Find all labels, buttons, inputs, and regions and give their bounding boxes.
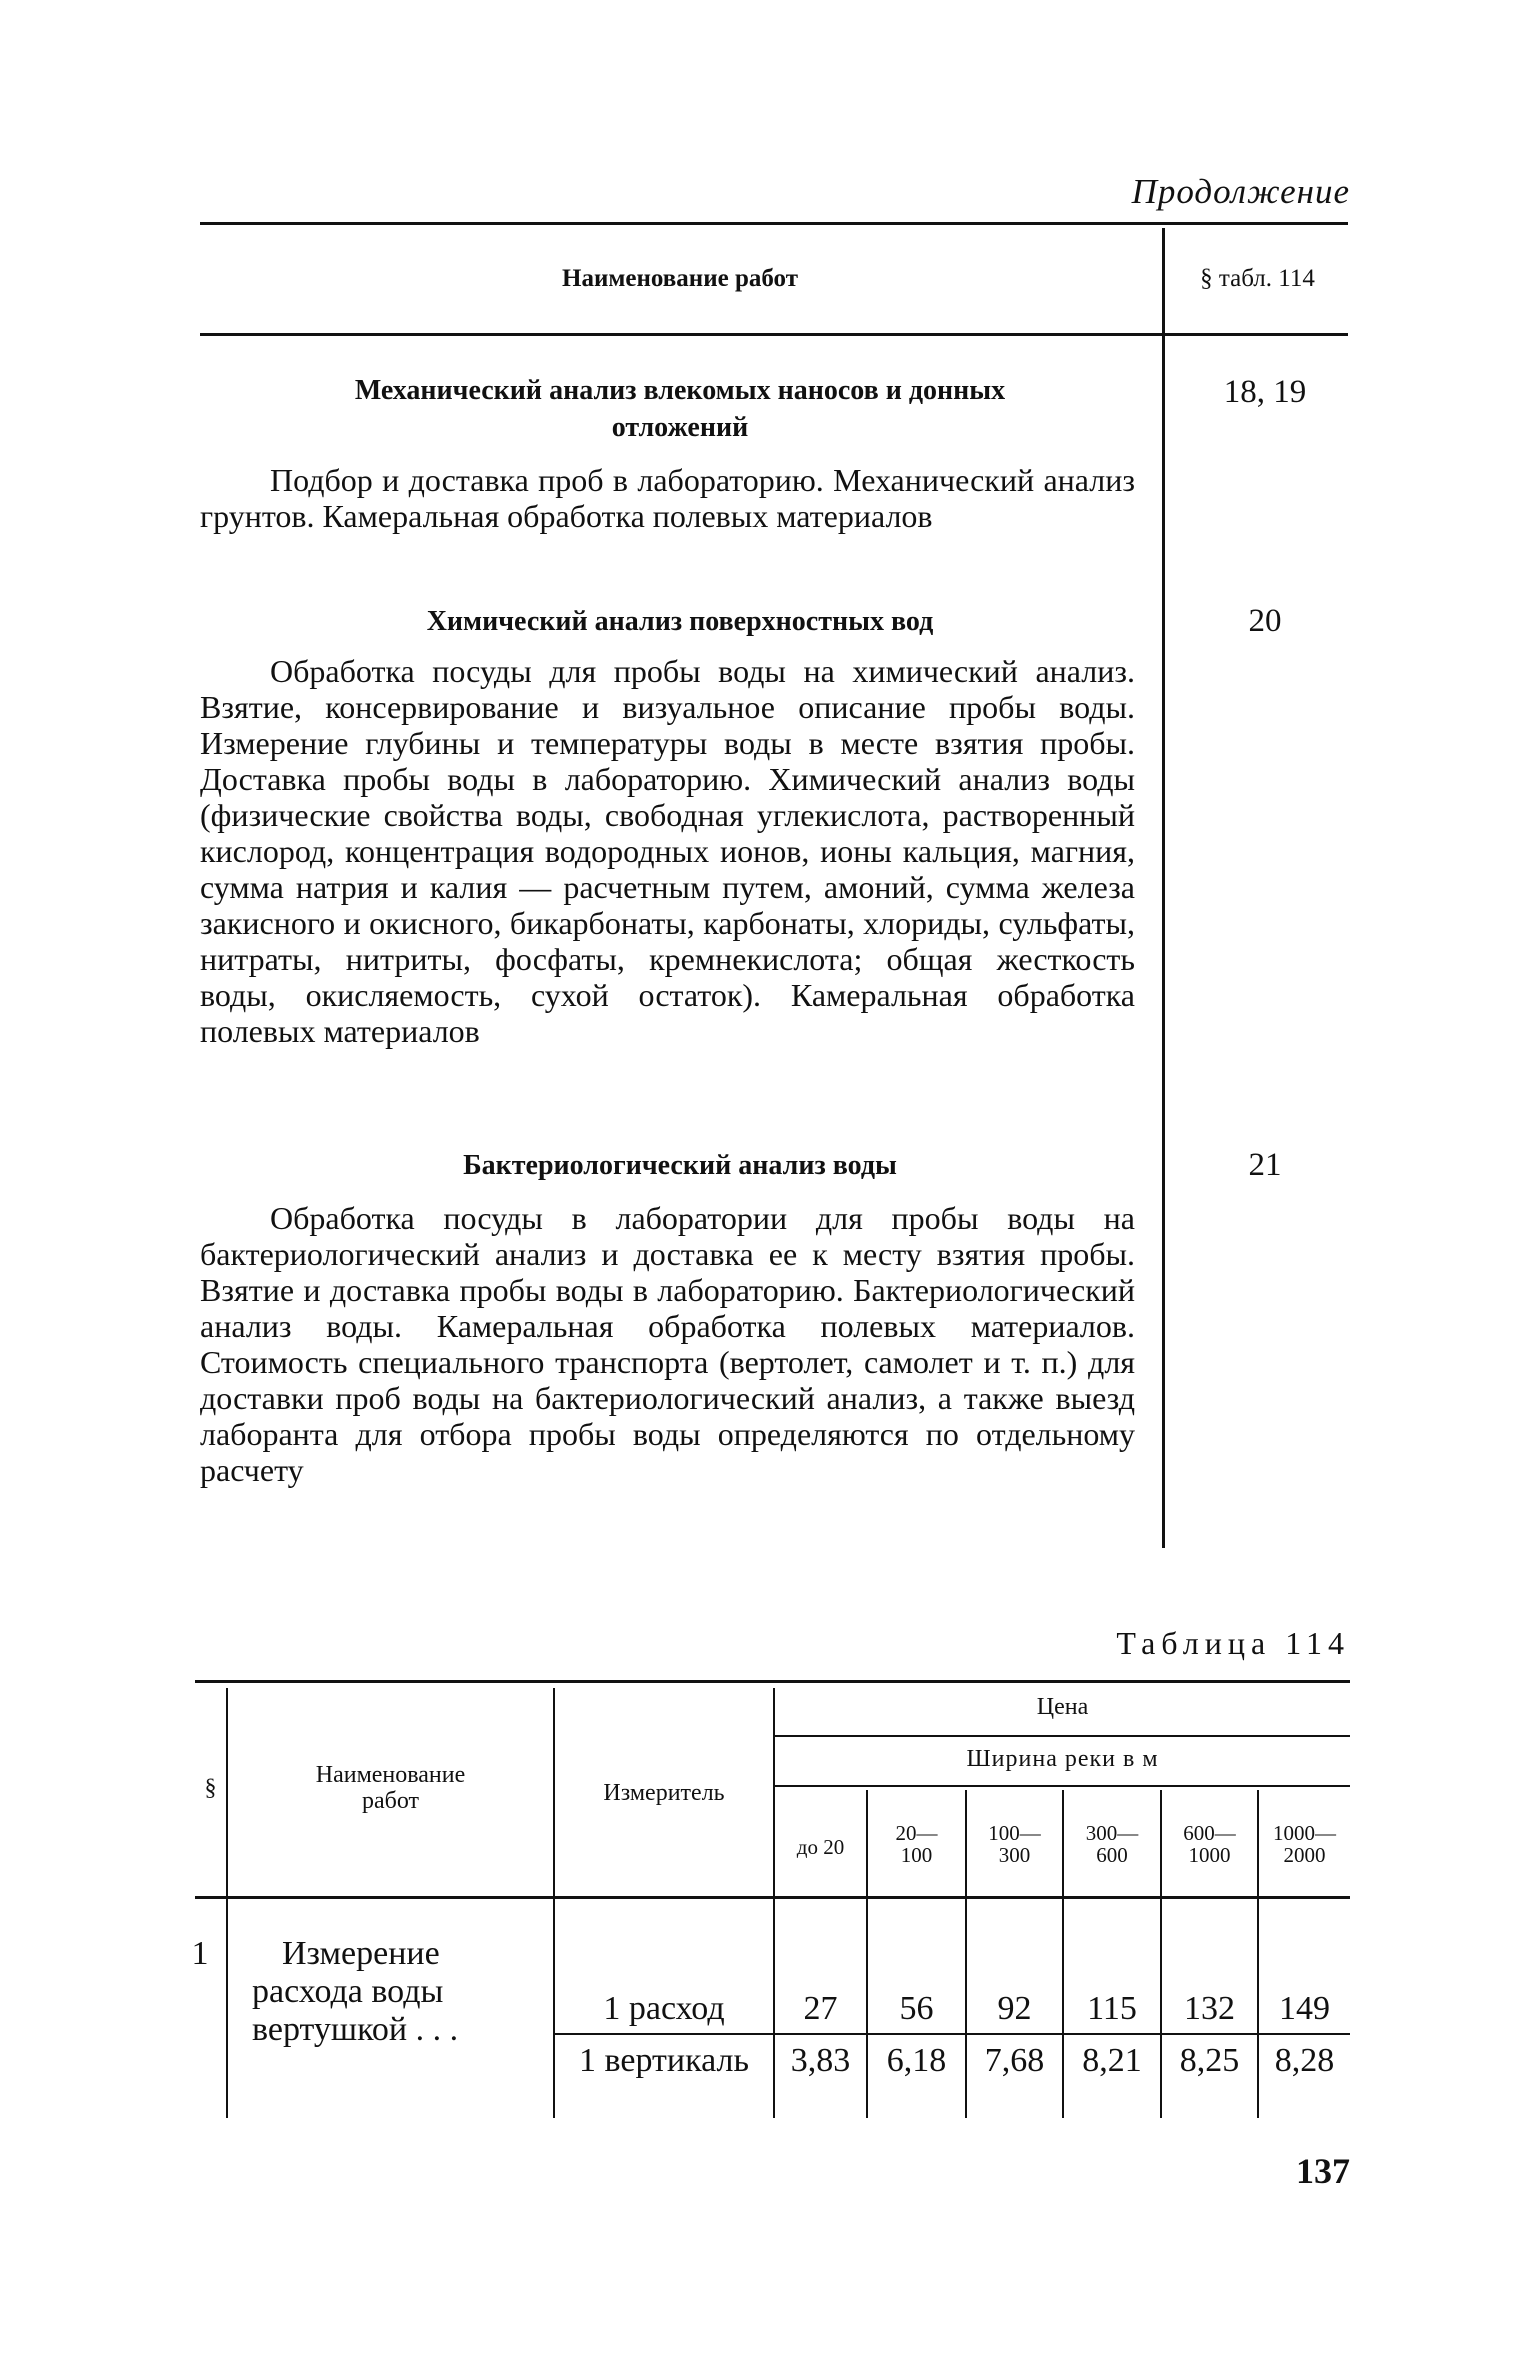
section-ref-mechanical: 18, 19 <box>1223 374 1307 410</box>
price-cell: 8,25 <box>1179 2042 1240 2079</box>
section-body-chemical: Обработка посуды для пробы воды на химический анализ. Взятие, консервирование и визуальное описание пробы воды. Измерение глубины и температуры воды в месте взятия пробы. Доставка пробы воды в лабораторию. Химический анализ воды (физические свойства воды, свободная углекислота, растворенный кислород, концентрация водородных ионов, ионы кальция, магния, сумма натрия и калия — расчетным путем, амоний, сумма железа закисного и окисного, бикарбонаты, карбонаты, хлориды, сульфаты, нитраты, нитриты, фосфаты, кремнекислота; общая жесткость воды, окисляемость, сухой остаток). Камеральная обработка полевых материалов <box>200 653 1135 1049</box>
price-cell: 8,28 <box>1274 2042 1335 2079</box>
section-ref-chemical: 20 <box>1248 603 1282 639</box>
section-title-mechanical: Механический анализ влекомых наносов и донных отложений <box>354 375 1006 443</box>
price-cell: 6,18 <box>886 2042 947 2079</box>
header-unit: Измеритель <box>603 1780 725 1806</box>
header-work-name: Наименование работ <box>315 1762 466 1814</box>
t114-row-rule <box>553 2033 1350 2035</box>
t114-width-rule <box>773 1785 1350 1787</box>
header-section-sign: § <box>204 1775 217 1801</box>
t114-col-divider <box>226 1688 228 2118</box>
price-cell: 92 <box>997 1990 1032 2027</box>
continuation-label: Продолжение <box>1131 172 1350 211</box>
header-range: 300— 600 <box>1085 1821 1139 1867</box>
table-top-rule <box>200 222 1348 225</box>
row-unit-vertical: 1 вертикаль <box>579 2042 749 2079</box>
header-river-width: Ширина реки в м <box>966 1746 1159 1772</box>
row-work-name: Измерение расхода воды вертушкой . . . <box>252 1935 459 2048</box>
price-cell: 149 <box>1279 1990 1330 2027</box>
header-works-name: Наименование работ <box>562 265 798 292</box>
t114-price-rule <box>773 1735 1350 1737</box>
price-cell: 132 <box>1184 1990 1235 2027</box>
row-section-number: 1 <box>191 1935 209 1972</box>
row-unit-flow: 1 расход <box>603 1990 725 2027</box>
section-body-mechanical: Подбор и доставка проб в лабораторию. Механический анализ грунтов. Камеральная обработка полевых материалов <box>200 462 1135 534</box>
header-range: 1000— 2000 <box>1273 1821 1336 1867</box>
header-range: 20— 100 <box>895 1821 938 1867</box>
price-cell: 8,21 <box>1082 2042 1142 2079</box>
price-cell: 27 <box>803 1990 838 2027</box>
price-cell: 56 <box>899 1990 934 2027</box>
section-title-chemical: Химический анализ поверхностных вод <box>426 606 934 637</box>
column-divider <box>1162 228 1165 1548</box>
header-table-ref: § табл. 114 <box>1200 265 1315 292</box>
section-ref-bacteriological: 21 <box>1248 1147 1282 1183</box>
t114-top-rule <box>195 1680 1350 1683</box>
header-range: 600— 1000 <box>1183 1821 1236 1867</box>
price-cell: 7,68 <box>984 2042 1045 2079</box>
header-price: Цена <box>1036 1694 1089 1720</box>
header-range: 100— 300 <box>988 1821 1041 1867</box>
header-range: до 20 <box>796 1835 845 1859</box>
price-cell: 3,83 <box>790 2042 851 2079</box>
section-body-bacteriological: Обработка посуды в лаборатории для пробы воды на бактериологический анализ и доставка ее к месту взятия пробы. Взятие и доставка пробы воды в лабораторию. Бактериологический анализ воды. Камеральная обработка полевых материалов. Стоимость специального транспорта (вертолет, самолет и т. п.) для доставки проб воды на бактериологический анализ, а также выезд лаборанта для отбора пробы воды определяются по отдельному расчету <box>200 1200 1135 1488</box>
section-title-bacteriological: Бактериологический анализ воды <box>463 1150 897 1181</box>
table-114-caption: Таблица 114 <box>1116 1625 1350 1661</box>
price-cell: 115 <box>1087 1990 1137 2027</box>
page-number: 137 <box>1296 2151 1350 2191</box>
header-bottom-rule <box>200 333 1348 336</box>
